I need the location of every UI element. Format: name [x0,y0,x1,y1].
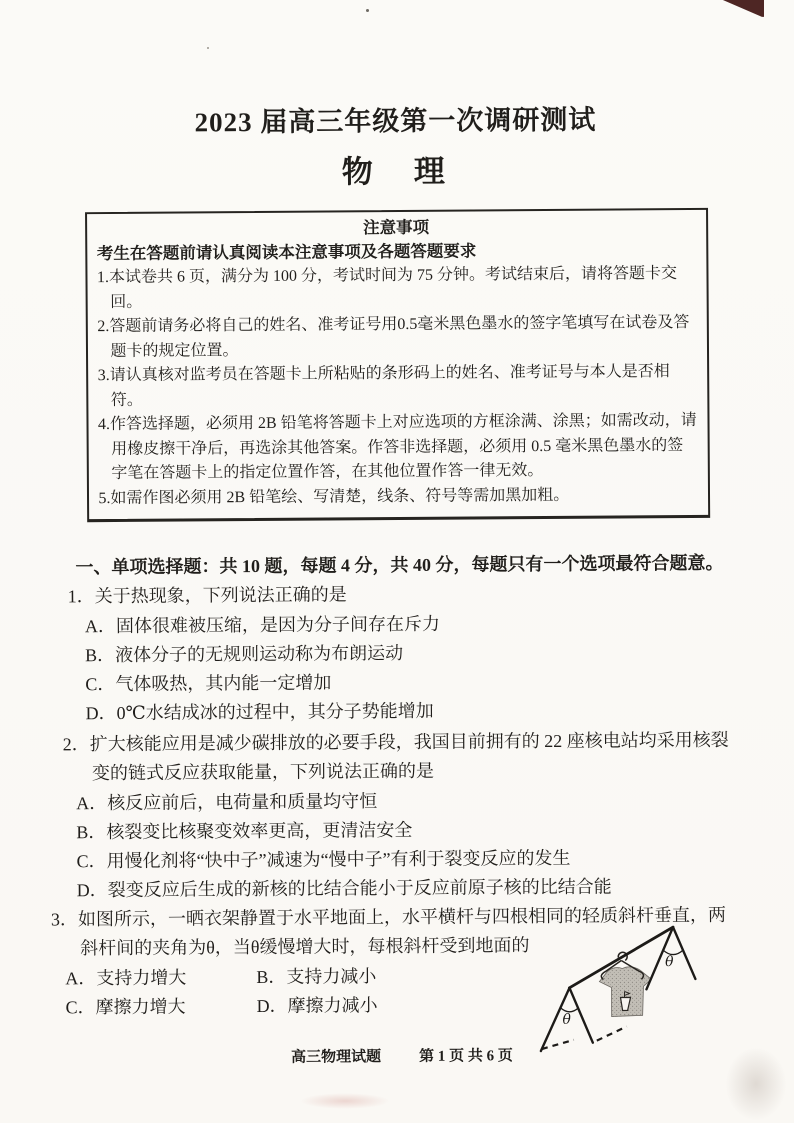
question-1-option-a: A．固体很难被压缩，是因为分子间存在斥力 [84,613,440,637]
question-2-option-c: C．用慢化剂将“快中子”减速为“慢中子”有利于裂变反应的发生 [76,847,571,872]
question-1-option-b: B．液体分子的无规则运动称为布朗运动 [85,642,404,666]
notice-subheading: 考生在答题前请认真阅读本注意事项及各题答题要求 [96,241,477,264]
question-3-option-b: B．支持力减小 [256,966,377,988]
question-1 [68,578,739,729]
notice-box [85,208,710,522]
scan-smudge [300,1093,390,1109]
scan-smudge [726,1048,786,1120]
question-2-text: 扩大核能应用是减少碳排放的必要手段，我国目前拥有的 22 座核电站均采用核裂变的链式反应获取能量，下列说法正确的是 [89,729,729,784]
section-heading: 一、单项选择题：共 10 题，每题 4 分，共 40 分，每题只有一个选项最符合题意。 [75,552,724,578]
exam-subject: 物 理 [341,153,450,190]
question-1-number: 1． [67,586,95,607]
question-2-number: 2． [62,734,90,755]
question-3-option-a: A．支持力增大 [65,967,187,989]
theta-label-right: θ [665,954,674,971]
notice-item-3: 3.请认真核对监考员在答题卡上所粘贴的条形码上的姓名、准考证号与本人是否相符。 [97,363,670,409]
question-1-option-c: C．气体吸热，其内能一定增加 [85,672,332,695]
question-2-option-d: D．裂变反应后生成的新核的比结合能小于反应前原子核的比结合能 [76,876,612,901]
question-2-stem [63,726,739,789]
question-2-option-a: A．核反应前后，电荷量和质量均守恒 [76,791,378,814]
scan-speck [366,9,369,12]
theta-label-left: θ [562,1011,571,1028]
question-2-options [76,785,740,906]
notice-item-5: 5.如需作图必须用 2B 铅笔绘、写清楚，线条、符号等需加黑加粗。 [98,486,570,507]
question-3-number: 3． [50,909,79,930]
footer-doc-title: 高三物理试题 [290,1049,382,1066]
ground-dashed-right [597,1026,627,1040]
question-3-option-c: C．摩擦力增大 [65,996,186,1018]
question-3-option-d: D．摩擦力减小 [256,995,378,1017]
notice-heading: 注意事项 [363,217,430,238]
question-3-text: 如图所示，一晒衣架静置于水平地面上，水平横杆与四根相同的轻质斜杆垂直，两斜杆间的夹角为θ，当θ缓慢增大时，每根斜杆受到地面的 [77,904,727,959]
question-1-options [85,608,739,729]
question-2 [63,726,740,906]
clothes-rack-figure [523,909,724,1062]
exam-title: 2023 届高三年级第一次调研测试 [194,104,597,138]
left-frame-right-leg [569,988,592,1043]
scan-speck [207,47,209,49]
question-1-stem [68,578,738,612]
footer-page-indicator: 第 1 页 共 6 页 [419,1048,513,1065]
question-1-option-d: D．0℃水结成冰的过程中，其分子势能增加 [85,700,434,724]
question-3-options [65,962,445,1023]
notice-item-4: 4.作答选择题，必须用 2B 铅笔将答题卡上对应选项的方框涂满、涂黑；如需改动，请用橡皮擦干净后，再选涂其他答案。作答非选择题，必须用 0.5 毫米黑色墨水的签字笔在答题卡上的指定位置作答，在其他位置作答一律无效。 [97,411,697,483]
question-2-option-b: B．核裂变比核聚变效率更高，更清洁安全 [76,819,413,843]
notice-item-2: 2.答题前请务必将自己的姓名、准考证号用0.5毫米黑色墨水的签字笔填写在试卷及答题卡的规定位置。 [97,313,690,360]
clothes-rack-illustration [523,909,724,1062]
question-1-text: 关于热现象，下列说法正确的是 [94,584,347,607]
question-section [50,548,741,1074]
notice-item-1: 1.本试卷共 6 页，满分为 100 分，考试时间为 75 分钟。考试结束后，请将答题卡交回。 [96,265,678,311]
right-frame-right-leg [673,927,695,979]
